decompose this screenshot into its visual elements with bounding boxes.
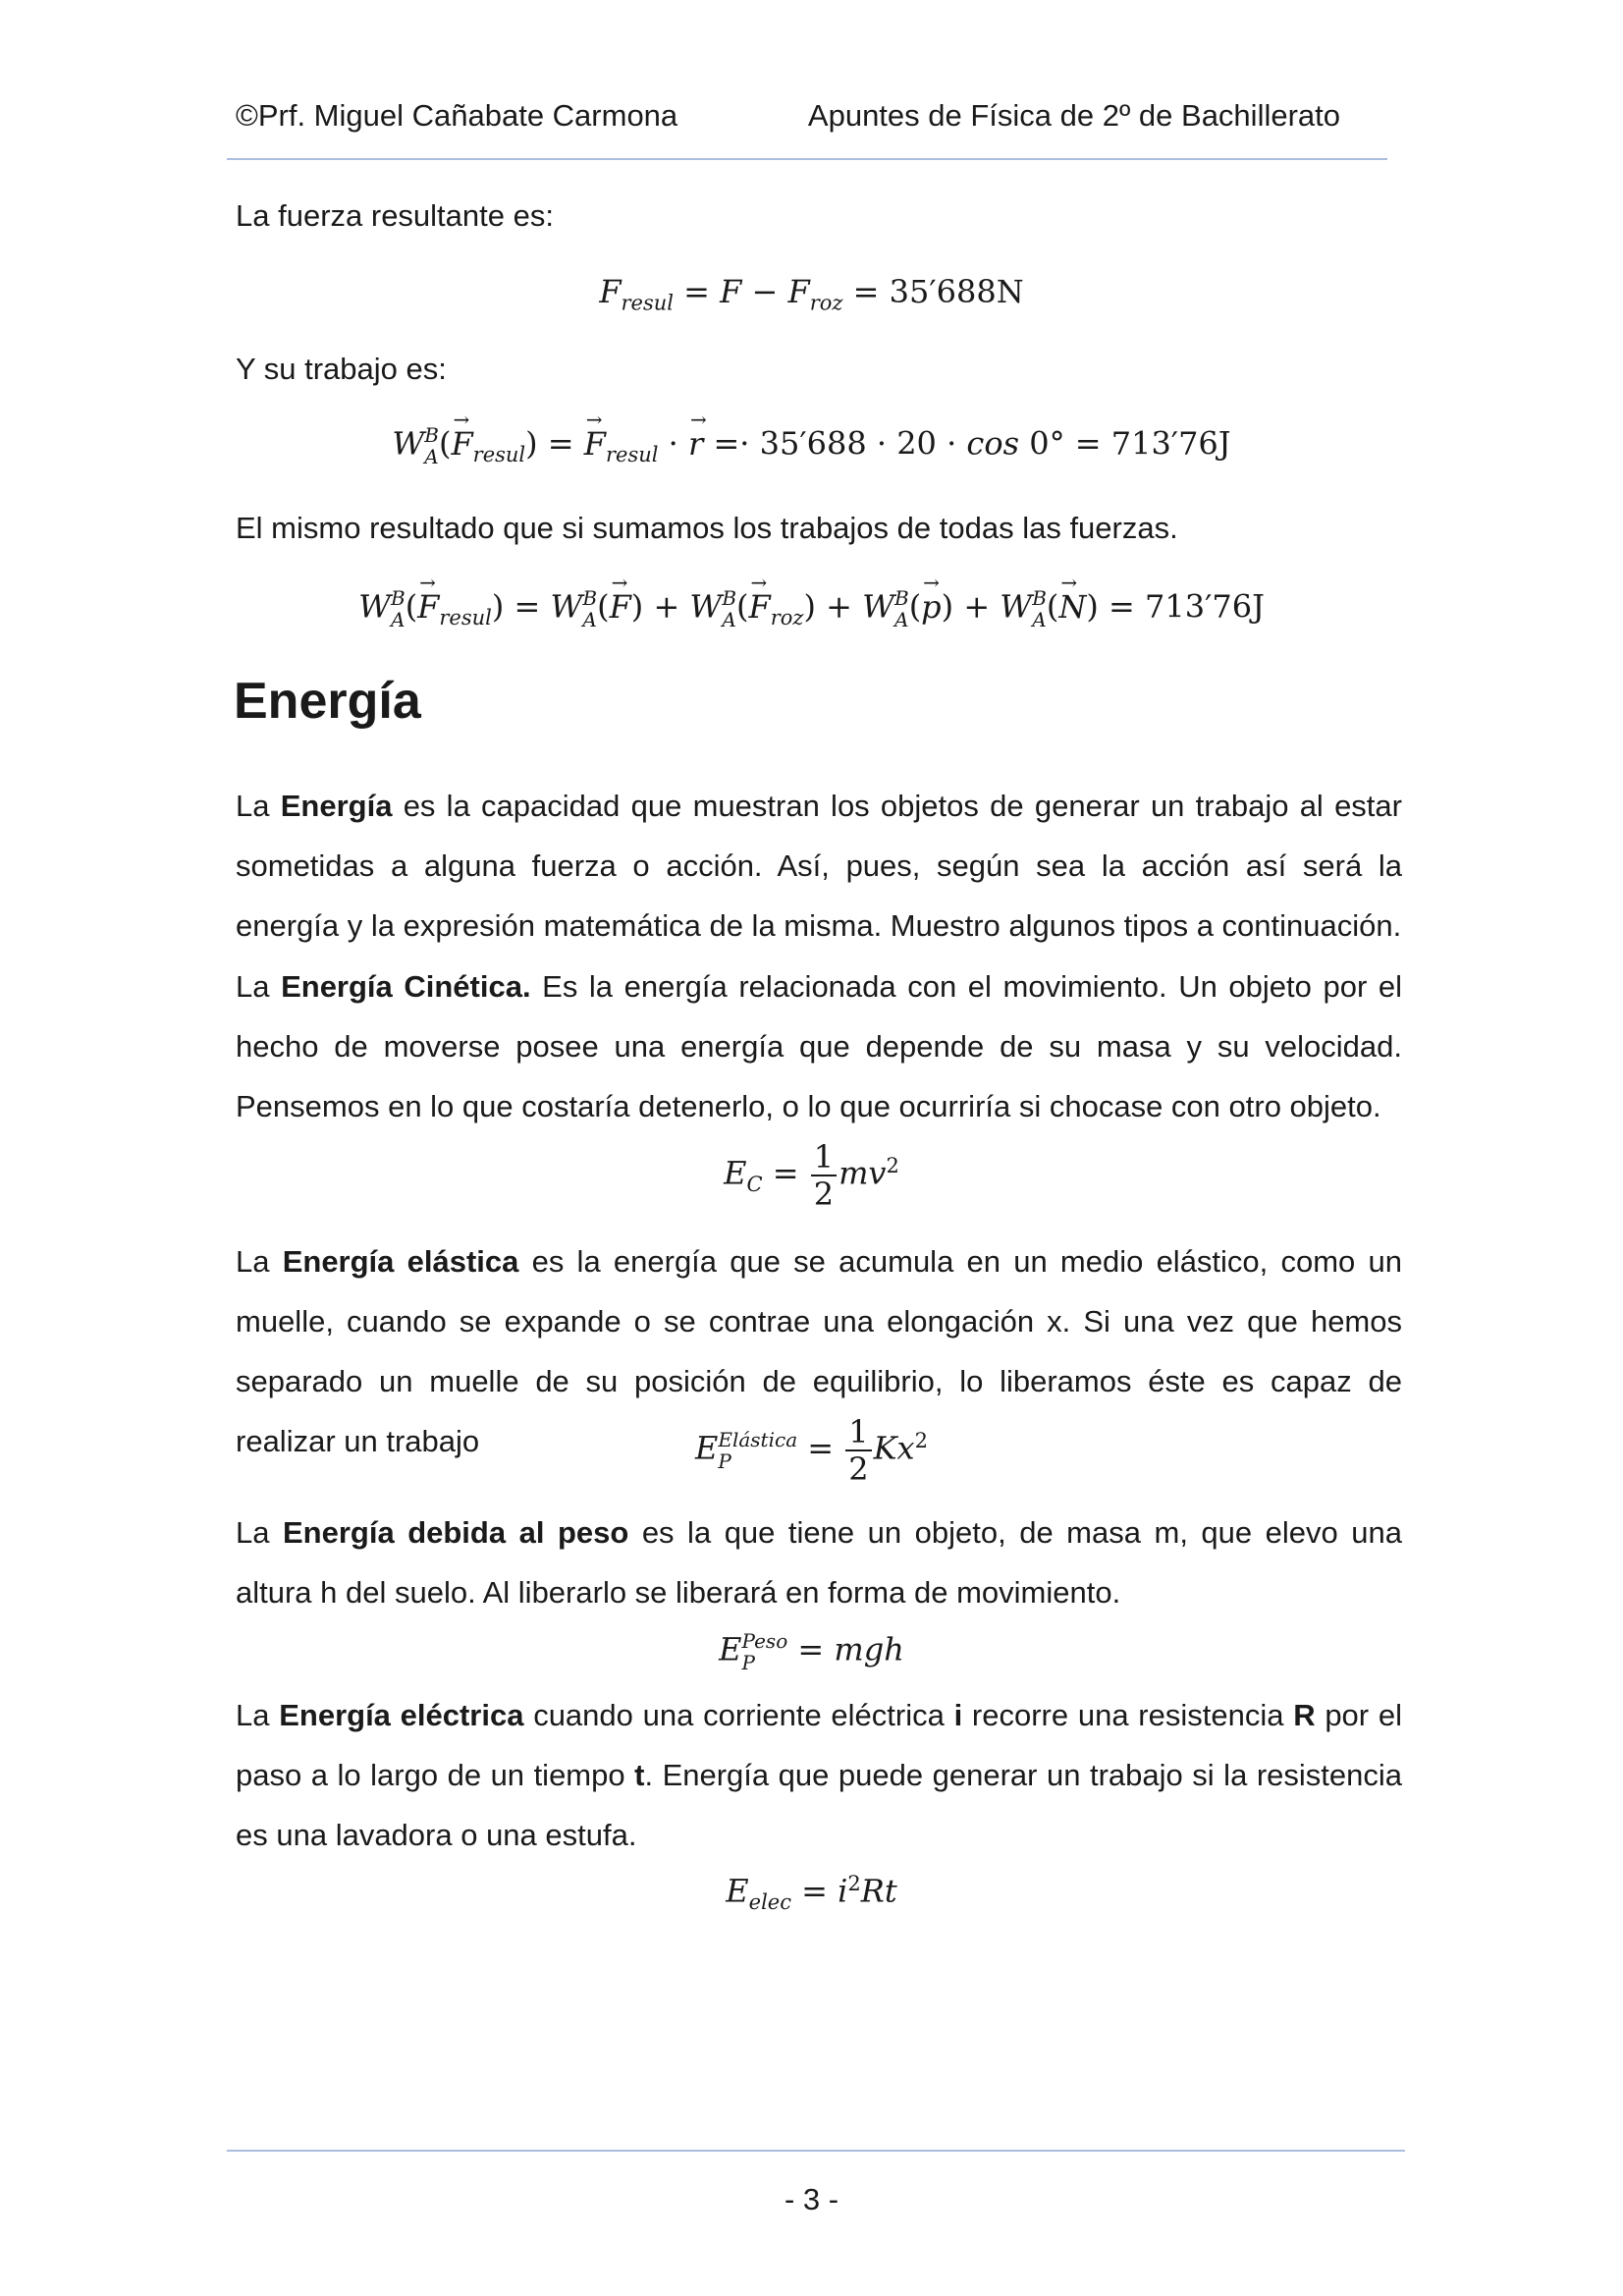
paragraph-resultant-force: La fuerza resultante es:	[236, 198, 554, 233]
page-header	[236, 98, 1384, 137]
paragraph-elastic-energy: La Energía elástica es la energía que se acumula en un medio elástico, como un muelle, cuando se expande o se contrae una elongación x. Si una vez que hemos separado un muelle de su posición de equilibrio, lo liberamos éste es capaz de realizar un trabajo	[236, 1244, 1402, 1458]
paragraph-energy-definition: La Energía es la capacidad que muestran los objetos de generar un trabajo al estar sometidas a alguna fuerza o acción. Así, pues, según sea la acción así será la energía y la expresión matemática de la misma. Muestro algunos tipos a continuación.	[236, 789, 1402, 943]
footer-rule	[227, 2150, 1405, 2152]
equation-electric-energy: $E_{elec} = i^2Rt$	[726, 1872, 897, 1915]
header-course: Apuntes de Física de 2º de Bachillerato	[807, 98, 1340, 133]
paragraph-electric-energy: La Energía eléctrica cuando una corriente eléctrica i recorre una resistencia R por el paso a lo largo de un tiempo t. Energía que puede generar un trabajo si la resistencia es una lavadora o una estufa.	[236, 1698, 1402, 1852]
equation-work-sum: W B A (→ $F_{resul}) = W$ B A (→ F) + W B A (→ $F_{roz}) + W$ B A (→ p) + W B A (→ N) = 713′76J	[0, 587, 1623, 630]
header-rule	[227, 158, 1387, 160]
section-title: Energía	[234, 673, 421, 730]
paragraph-work: Y su trabajo es:	[236, 352, 447, 386]
equation-kinetic-energy: $E_C$ = $\frac{1}{2}$ $mv^2$	[724, 1138, 899, 1213]
paragraph-weight-energy: La Energía debida al peso es la que tiene un objeto, de masa m, que elevo una altura h del suelo. Al liberarlo se liberará en forma de movimiento.	[236, 1515, 1402, 1610]
equation-elastic-energy: E Elástica P = $\frac{1}{2}$ Kx$^2$	[695, 1413, 928, 1488]
page-number: - 3 -	[784, 2182, 839, 2216]
equation-weight-energy: E Peso P = mgh	[719, 1629, 904, 1674]
paragraph-kinetic-energy: La Energía Cinética. Es la energía relacionada con el movimiento. Un objeto por el hecho de moverse posee una energía que depende de su masa y su velocidad. Pensemos en lo que costaría detenerlo, o lo que ocurriría si chocase con otro objeto.	[236, 969, 1402, 1123]
equation-work: W B A (→ $F_{resul}$) = → $F_{resul}$ · → r =· 35′688 · 20 · cos 0° = 713′76J	[0, 424, 1623, 467]
equation-resultant-force: $F_{resul} = F - F_{roz} = 35'688N$	[599, 273, 1024, 315]
header-author: ©Prf. Miguel Cañabate Carmona	[236, 98, 678, 133]
paragraph-same-result: El mismo resultado que si sumamos los trabajos de todas las fuerzas.	[236, 511, 1178, 545]
